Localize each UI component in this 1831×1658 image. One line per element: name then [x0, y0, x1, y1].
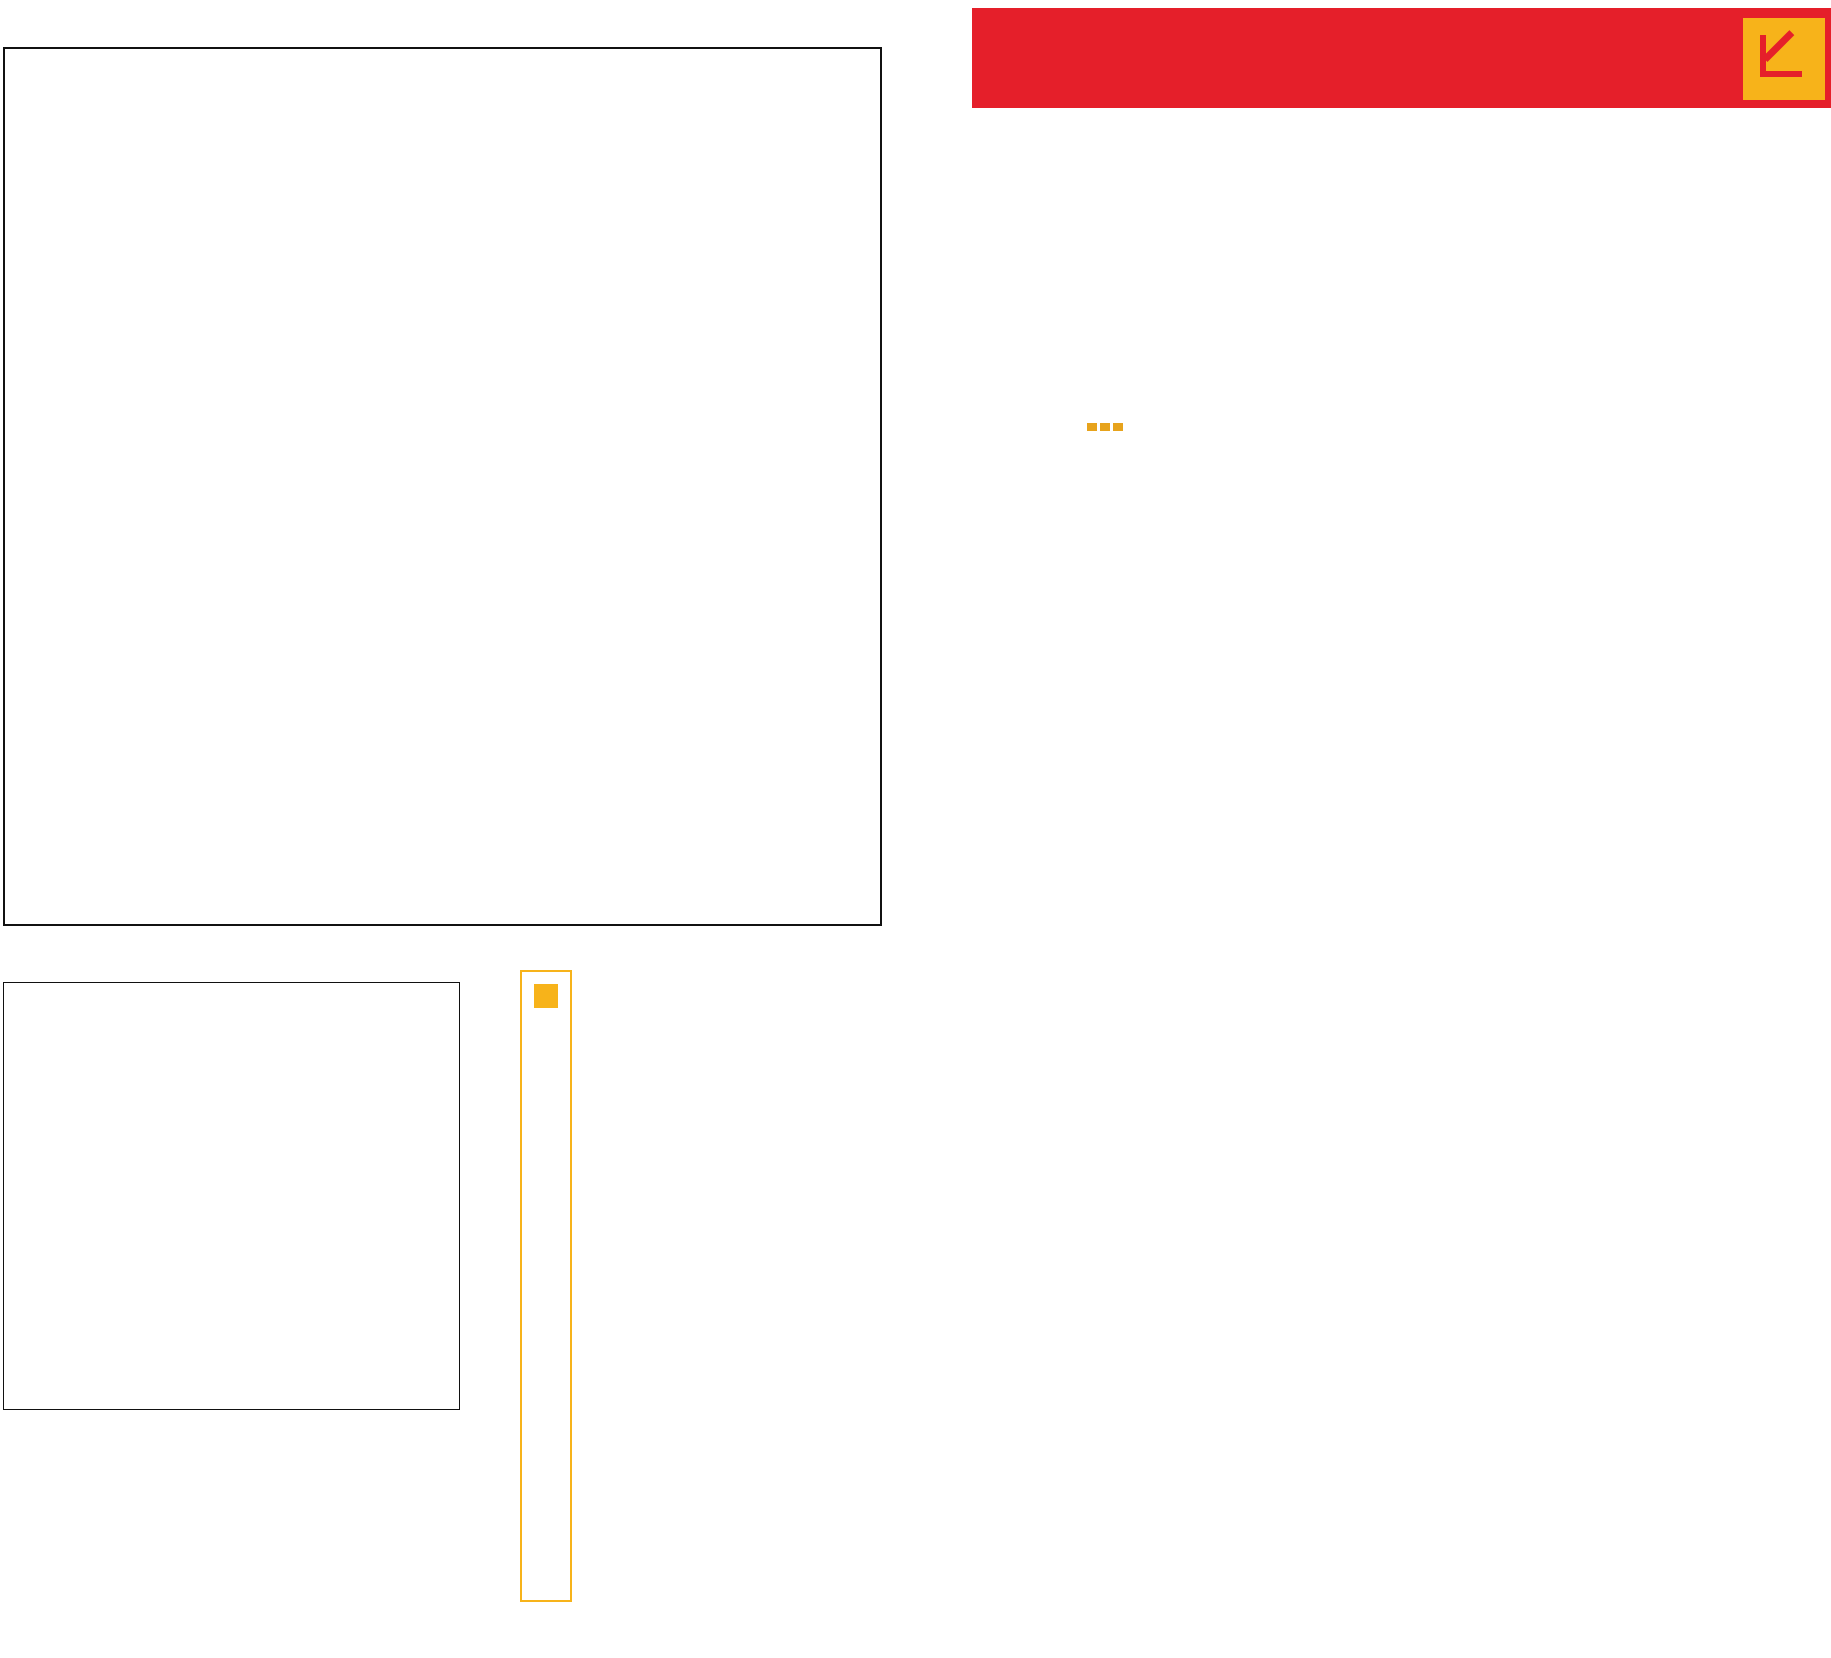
solution-column-numbers	[0, 960, 486, 980]
clues-column-2	[972, 148, 1240, 192]
solution-label	[520, 970, 572, 1602]
solution-row-numbers	[461, 982, 486, 1410]
row-numbers	[885, 47, 930, 926]
arrow-logo-icon	[534, 984, 558, 1008]
section-divider-icon	[1087, 416, 1127, 426]
crossword-grid	[3, 47, 882, 926]
arrow-logo-icon	[1743, 18, 1825, 100]
solution-grid	[3, 982, 460, 1410]
column-numbers	[0, 0, 930, 46]
puzzle-header	[972, 8, 1831, 108]
